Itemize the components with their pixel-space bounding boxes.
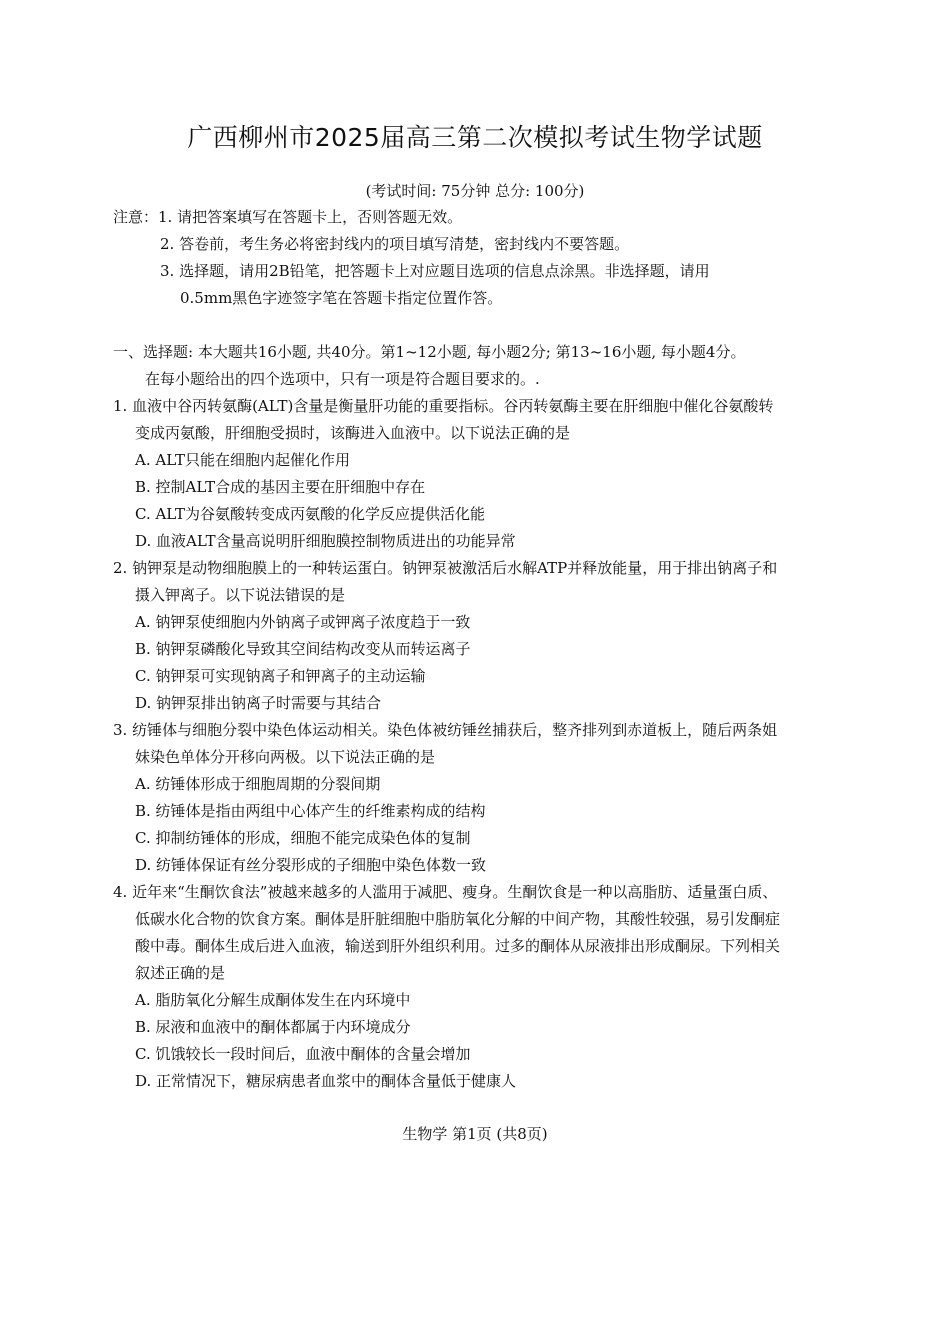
question-stem-line: 3. 纺锤体与细胞分裂中染色体运动相关。染色体被纺锤丝捕获后，整齐排列到赤道板上，随后两条姐 bbox=[113, 721, 778, 739]
question-stem-line: 1. 血液中谷丙转氨酶(ALT)含量是衡量肝功能的重要指标。谷丙转氨酶主要在肝细胞中催化谷氨酸转 bbox=[113, 397, 774, 415]
option-b: B. 纺锤体是指由两组中心体产生的纤维素构成的结构 bbox=[135, 802, 486, 820]
question-stem-line: 妹染色单体分开移向两极。以下说法正确的是 bbox=[135, 748, 436, 766]
option-c: C. ALT为谷氨酸转变成丙氨酸的化学反应提供活化能 bbox=[135, 505, 486, 523]
notice-line-3: 3. 选择题，请用2B铅笔，把答题卡上对应题目选项的信息点涂黑。非选择题，请用 bbox=[160, 262, 710, 280]
option-d: D. 正常情况下，糖尿病患者血浆中的酮体含量低于健康人 bbox=[135, 1072, 517, 1090]
option-c: C. 钠钾泵可实现钠离子和钾离子的主动运输 bbox=[135, 667, 426, 685]
option-d: D. 钠钾泵排出钠离子时需要与其结合 bbox=[135, 694, 382, 712]
question-stem-line: 摄入钾离子。以下说法错误的是 bbox=[135, 586, 346, 604]
exam-title: 广西柳州市2025届高三第二次模拟考试生物学试题 bbox=[187, 123, 763, 152]
option-a: A. 脂肪氧化分解生成酮体发生在内环境中 bbox=[135, 991, 411, 1009]
question-stem-line: 叙述正确的是 bbox=[135, 964, 226, 982]
page-footer: 生物学 第1页 (共8页) bbox=[402, 1125, 548, 1143]
option-a: A. 纺锤体形成于细胞周期的分裂间期 bbox=[135, 775, 381, 793]
question-stem-line: 2. 钠钾泵是动物细胞膜上的一种转运蛋白。钠钾泵被激活后水解ATP并释放能量，用于排出钠离子和 bbox=[113, 559, 778, 577]
section-instruction: 在每小题给出的四个选项中，只有一项是符合题目要求的。. bbox=[145, 370, 540, 388]
exam-time-and-score: (考试时间: 75分钟 总分: 100分) bbox=[365, 182, 585, 200]
option-b: B. 尿液和血液中的酮体都属于内环境成分 bbox=[135, 1018, 411, 1036]
question-stem-line: 4. 近年来“生酮饮食法”被越来越多的人滥用于减肥、瘦身。生酮饮食是一种以高脂肪、适量蛋白质、 bbox=[113, 883, 778, 901]
option-b: B. 钠钾泵磷酸化导致其空间结构改变从而转运离子 bbox=[135, 640, 471, 658]
notice-line-1: 注意：1. 请把答案填写在答题卡上，否则答题无效。 bbox=[113, 208, 463, 226]
option-d: D. 纺锤体保证有丝分裂形成的子细胞中染色体数一致 bbox=[135, 856, 487, 874]
notice-line-4: 0.5mm黑色字迹签字笔在答题卡指定位置作答。 bbox=[180, 289, 503, 307]
option-c: C. 抑制纺锤体的形成，细胞不能完成染色体的复制 bbox=[135, 829, 471, 847]
option-a: A. ALT只能在细胞内起催化作用 bbox=[135, 451, 350, 469]
question-stem-line: 变成丙氨酸，肝细胞受损时，该酶进入血液中。以下说法正确的是 bbox=[135, 424, 571, 442]
option-c: C. 饥饿较长一段时间后，血液中酮体的含量会增加 bbox=[135, 1045, 471, 1063]
question-stem-line: 酸中毒。酮体生成后进入血液，输送到肝外组织利用。过多的酮体从尿液排出形成酮尿。下列相关 bbox=[135, 937, 781, 955]
option-b: B. 控制ALT合成的基因主要在肝细胞中存在 bbox=[135, 478, 426, 496]
option-d: D. 血液ALT含量高说明肝细胞膜控制物质进出的功能异常 bbox=[135, 532, 516, 550]
question-stem-line: 低碳水化合物的饮食方案。酮体是肝脏细胞中脂肪氧化分解的中间产物，其酸性较强，易引发酮症 bbox=[135, 910, 781, 928]
option-a: A. 钠钾泵使细胞内外钠离子或钾离子浓度趋于一致 bbox=[135, 613, 471, 631]
notice-line-2: 2. 答卷前，考生务必将密封线内的项目填写清楚，密封线内不要答题。 bbox=[160, 235, 630, 253]
section-heading: 一、选择题: 本大题共16小题, 共40分。第1~12小题, 每小题2分; 第13~16小题, 每小题4分。 bbox=[113, 343, 746, 361]
